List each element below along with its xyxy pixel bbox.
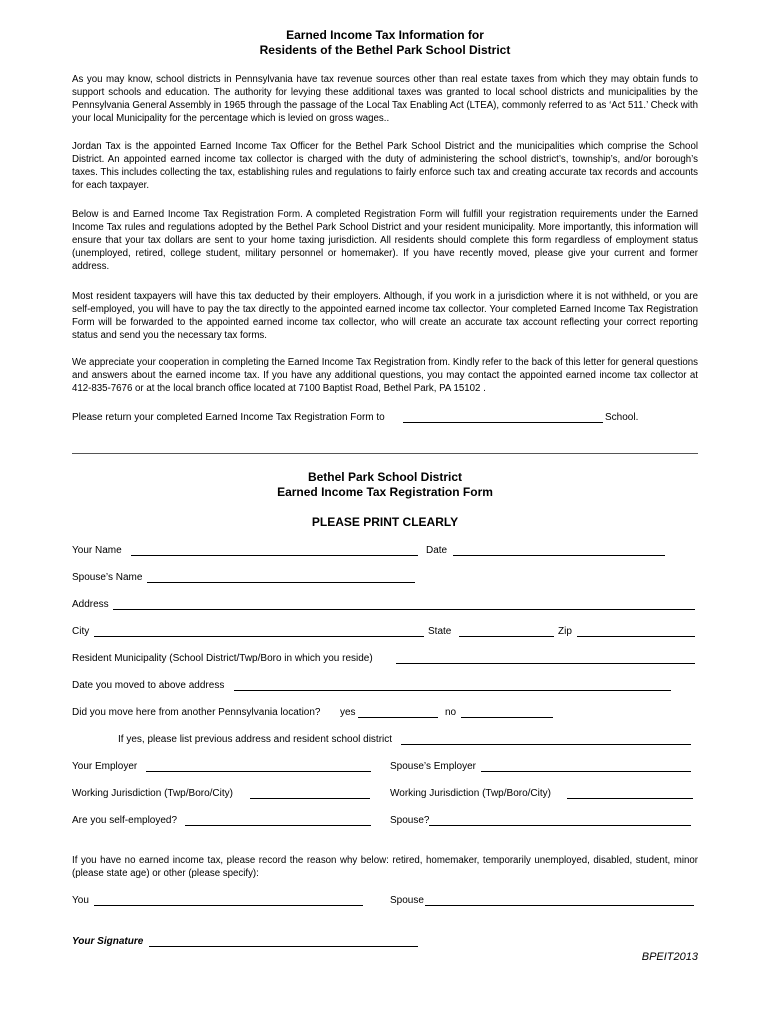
spouse-working-jurisdiction-field[interactable] xyxy=(567,798,693,799)
date-moved-field[interactable] xyxy=(234,690,671,691)
signature-field[interactable] xyxy=(149,946,418,947)
spouse-reason-field[interactable] xyxy=(425,905,694,906)
spouse-employer-label: Spouse’s Employer xyxy=(390,761,476,772)
yes-label: yes xyxy=(340,707,356,718)
address-label: Address xyxy=(72,599,109,610)
city-field[interactable] xyxy=(94,636,424,637)
signature-label: Your Signature xyxy=(72,936,144,947)
section-divider xyxy=(72,453,698,454)
your-name-field[interactable] xyxy=(131,555,418,556)
moved-yes-field[interactable] xyxy=(358,717,438,718)
form-title-line1: Bethel Park School District xyxy=(307,470,463,484)
your-employer-field[interactable] xyxy=(146,771,371,772)
working-jurisdiction-field[interactable] xyxy=(250,798,370,799)
date-moved-label: Date you moved to above address xyxy=(72,680,225,691)
letter-title-line2: Residents of the Bethel Park School District xyxy=(259,43,511,57)
you-reason-label: You xyxy=(72,895,89,906)
paragraph-contact: We appreciate your cooperation in completing the Earned Income Tax Registration from. Kindly refer to the back of this letter for general questions and answers about the earned income tax. If you have any additional questions, you may contact the appointed earned income tax collector at 412-835-7676 or at the local branch office located at 7100 Baptist Road, Bethel Park, PA 15102 . xyxy=(72,357,698,395)
moved-no-field[interactable] xyxy=(461,717,553,718)
spouse-working-jurisdiction-label: Working Jurisdiction (Twp/Boro/City) xyxy=(390,788,551,799)
return-school-field[interactable] xyxy=(403,422,603,423)
spouse-self-employed-label: Spouse? xyxy=(390,815,430,826)
spouse-reason-label: Spouse xyxy=(390,895,424,906)
spouse-name-label: Spouse’s Name xyxy=(72,572,143,583)
spouse-employer-field[interactable] xyxy=(481,771,691,772)
form-code: BPEIT2013 xyxy=(641,951,698,963)
no-label: no xyxy=(445,707,457,718)
previous-address-label: If yes, please list previous address and resident school district xyxy=(118,734,393,745)
city-label: City xyxy=(72,626,90,637)
spouse-self-employed-field[interactable] xyxy=(429,825,691,826)
state-label: State xyxy=(428,626,452,637)
paragraph-intro: As you may know, school districts in Pennsylvania have tax revenue sources other than real estate taxes from which they may obtain funds to support schools and education. The authority for levying these additional taxes was granted to local school districts and municipalities by the Pennsylvania General Assembly in 1965 through the passage of the Local Tax Enabling Act (LTEA), commonly referred to as ‘Act 511.’ Check with your local Municipality for the percentage which is levied on gross wages.. xyxy=(72,74,698,125)
print-clearly-heading: PLEASE PRINT CLEARLY xyxy=(311,515,459,529)
letter-title-line1: Earned Income Tax Information for xyxy=(286,28,484,42)
return-school-suffix: School. xyxy=(605,412,639,423)
zip-field[interactable] xyxy=(577,636,695,637)
self-employed-field[interactable] xyxy=(185,825,371,826)
your-name-label: Your Name xyxy=(72,545,122,556)
previous-address-field[interactable] xyxy=(401,744,691,745)
working-jurisdiction-label: Working Jurisdiction (Twp/Boro/City) xyxy=(72,788,233,799)
resident-municipality-label: Resident Municipality (School District/Twp/Boro in which you reside) xyxy=(72,653,373,664)
moved-question-label: Did you move here from another Pennsylvania location? xyxy=(72,707,321,718)
paragraph-withholding: Most resident taxpayers will have this tax deducted by their employers. Although, if you work in a jurisdiction where it is not withheld, or you are self-employed, you will have to pay the tax directly to the appointed earned income tax collector. Your completed Earned Income Tax Registration Form will be forwarded to the appointed earned income tax collector, who will create an accurate tax account reflecting your correct reporting status and send you the necessary tax forms. xyxy=(72,291,698,342)
your-employer-label: Your Employer xyxy=(72,761,138,772)
form-title-line2: Earned Income Tax Registration Form xyxy=(277,485,493,499)
you-reason-field[interactable] xyxy=(94,905,363,906)
self-employed-label: Are you self-employed? xyxy=(72,815,178,826)
date-label: Date xyxy=(426,545,448,556)
return-form-label: Please return your completed Earned Income Tax Registration Form to xyxy=(72,412,385,423)
paragraph-registration: Below is and Earned Income Tax Registration Form. A completed Registration Form will fulfill your registration requirements under the Earned Income Tax rules and regulations adopted by the Bethel Park School District and your resident municipality. More importantly, this information will ensure that your tax dollars are sent to your home taxing jurisdiction. All residents should complete this form regardless of employment status (unemployed, retired, college student, military personnel or homemaker). If you have recently moved, please give your current and former address. xyxy=(72,209,698,273)
state-field[interactable] xyxy=(459,636,554,637)
paragraph-jordan-tax: Jordan Tax is the appointed Earned Income Tax Officer for the Bethel Park School District and the municipalities which comprise the School District. An appointed earned income tax collector is charged with the duty of administering the school district’s, township’s, and/or borough’s taxes. This includes collecting the tax, establishing rules and regulations to fairly enforce such tax and creating accurate tax records and accounts for each taxpayer. xyxy=(72,141,698,192)
zip-label: Zip xyxy=(558,626,572,637)
date-field[interactable] xyxy=(453,555,665,556)
resident-municipality-field[interactable] xyxy=(396,663,695,664)
no-income-instructions: If you have no earned income tax, please record the reason why below: retired, homemaker, temporarily unemployed, disabled, student, minor (please state age) or other (please specify): xyxy=(72,855,698,880)
spouse-name-field[interactable] xyxy=(147,582,415,583)
address-field[interactable] xyxy=(113,609,695,610)
